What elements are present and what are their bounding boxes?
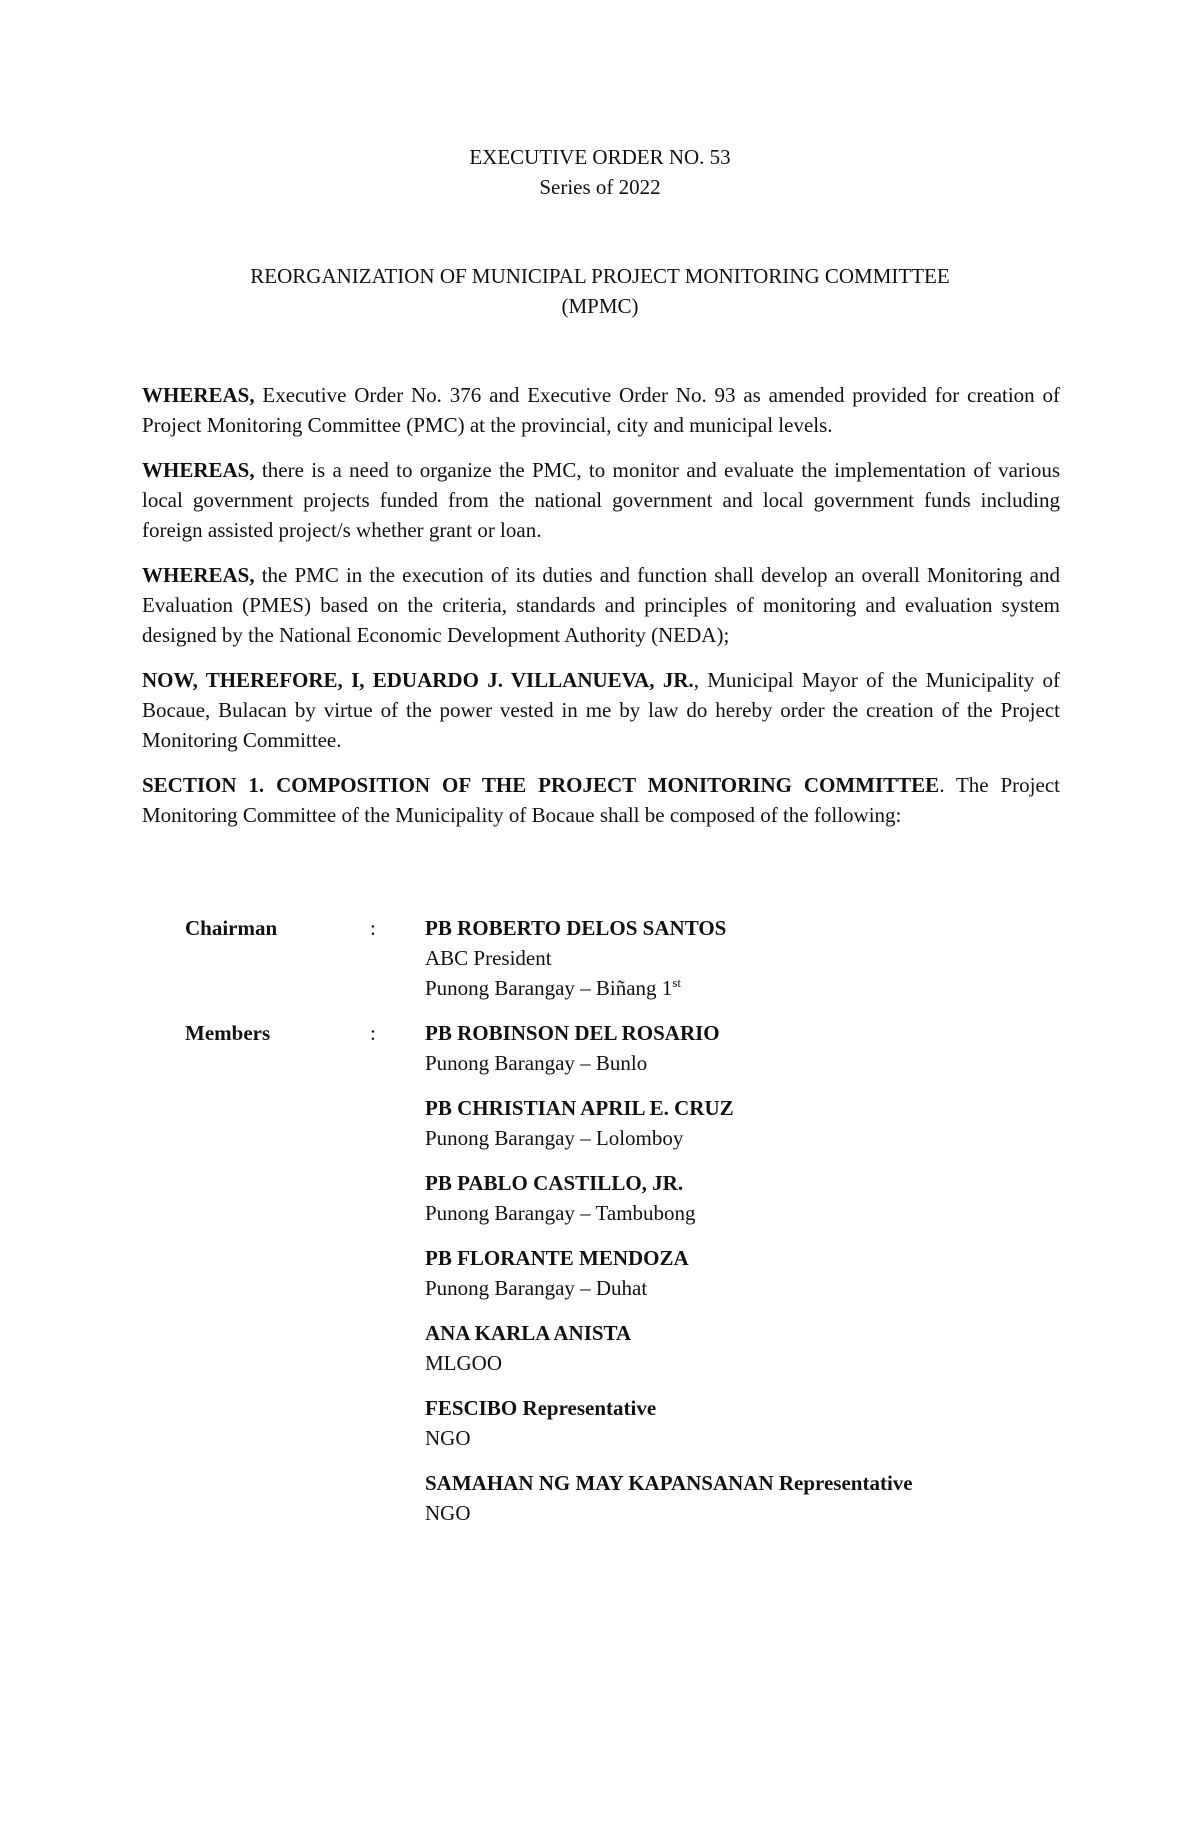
roster-row-members <box>185 1018 1065 1528</box>
order-series: Series of 2022 <box>539 175 661 199</box>
member-detail: Punong Barangay – Duhat <box>425 1276 648 1300</box>
committee-roster <box>185 913 1065 1543</box>
roster-entries <box>425 1018 1065 1528</box>
member-name: PB ROBINSON DEL ROSARIO <box>425 1021 720 1045</box>
paragraph-lead: SECTION 1. COMPOSITION OF THE PROJECT MONITORING COMMITTEE <box>142 773 940 797</box>
paragraph-lead: WHEREAS, <box>142 458 255 482</box>
paragraph-whereas-1 <box>142 380 1060 440</box>
role-colon: : <box>370 916 376 940</box>
roster-entry <box>425 1018 1065 1078</box>
paragraph-lead: WHEREAS, <box>142 383 255 407</box>
paragraph-text: , Municipal Mayor of the Municipality of Bocaue, Bulacan by virtue of the power vested in me by law do hereby order the creation of the Project Monitoring Committee. <box>142 668 1060 752</box>
role-label: Members <box>185 1021 271 1045</box>
paragraph-text: . The Project Monitoring Committee of the Municipality of Bocaue shall be composed of the following: <box>142 773 1060 827</box>
paragraph-whereas-2 <box>142 455 1060 545</box>
paragraph-now-therefore <box>142 665 1060 755</box>
paragraph-lead: WHEREAS, <box>142 563 255 587</box>
paragraph-whereas-3 <box>142 560 1060 650</box>
roster-entry <box>425 1468 1065 1528</box>
member-name: SAMAHAN NG MAY KAPANSANAN Representative <box>425 1471 913 1495</box>
roster-entry <box>425 1168 1065 1228</box>
roster-row-chairman <box>185 913 1065 1003</box>
order-title <box>130 261 1070 321</box>
member-detail: Punong Barangay – Tambubong <box>425 1201 696 1225</box>
roster-entry <box>425 1393 1065 1453</box>
paragraph-lead: NOW, THEREFORE, I, EDUARDO J. VILLANUEVA, JR. <box>142 668 694 692</box>
roster-entry <box>425 1093 1065 1153</box>
role-colon: : <box>370 1021 376 1045</box>
member-position: ABC President <box>425 946 552 970</box>
member-detail: NGO <box>425 1426 471 1450</box>
order-title-line2: (MPMC) <box>561 294 639 318</box>
paragraph-text: there is a need to organize the PMC, to monitor and evaluate the implementation of various local government projects funded from the national government and local government funds including foreign assisted project/s whether grant or loan. <box>142 458 1060 542</box>
member-name: PB CHRISTIAN APRIL E. CRUZ <box>425 1096 734 1120</box>
member-name: PB FLORANTE MENDOZA <box>425 1246 689 1270</box>
roster-entries <box>425 913 1065 1003</box>
member-barangay <box>425 973 1065 1003</box>
member-name: ANA KARLA ANISTA <box>425 1321 632 1345</box>
member-name: PB PABLO CASTILLO, JR. <box>425 1171 684 1195</box>
member-barangay-text: Punong Barangay – Biñang 1 <box>425 976 673 1000</box>
role-label: Chairman <box>185 916 278 940</box>
roster-entry <box>425 1243 1065 1303</box>
member-detail: Punong Barangay – Lolomboy <box>425 1126 684 1150</box>
order-title-line1: REORGANIZATION OF MUNICIPAL PROJECT MONITORING COMMITTEE <box>250 264 950 288</box>
paragraph-section-1 <box>142 770 1060 830</box>
order-number: EXECUTIVE ORDER NO. 53 <box>469 145 731 169</box>
ordinal-suffix: st <box>672 975 681 990</box>
member-detail: MLGOO <box>425 1351 502 1375</box>
paragraph-text: Executive Order No. 376 and Executive Order No. 93 as amended provided for creation of Project Monitoring Committee (PMC) at the provincial, city and municipal levels. <box>142 383 1060 437</box>
member-detail: NGO <box>425 1501 471 1525</box>
member-name: FESCIBO Representative <box>425 1396 657 1420</box>
paragraph-text: the PMC in the execution of its duties and function shall develop an overall Monitoring and Evaluation (PMES) based on the criteria, standards and principles of monitoring and evaluation system designed by the National Economic Development Authority (NEDA); <box>142 563 1060 647</box>
roster-entry <box>425 1318 1065 1378</box>
member-name: PB ROBERTO DELOS SANTOS <box>425 916 727 940</box>
roster-entry <box>425 913 1065 1003</box>
member-detail: Punong Barangay – Bunlo <box>425 1051 648 1075</box>
order-body <box>142 380 1060 845</box>
order-header <box>0 142 1200 202</box>
